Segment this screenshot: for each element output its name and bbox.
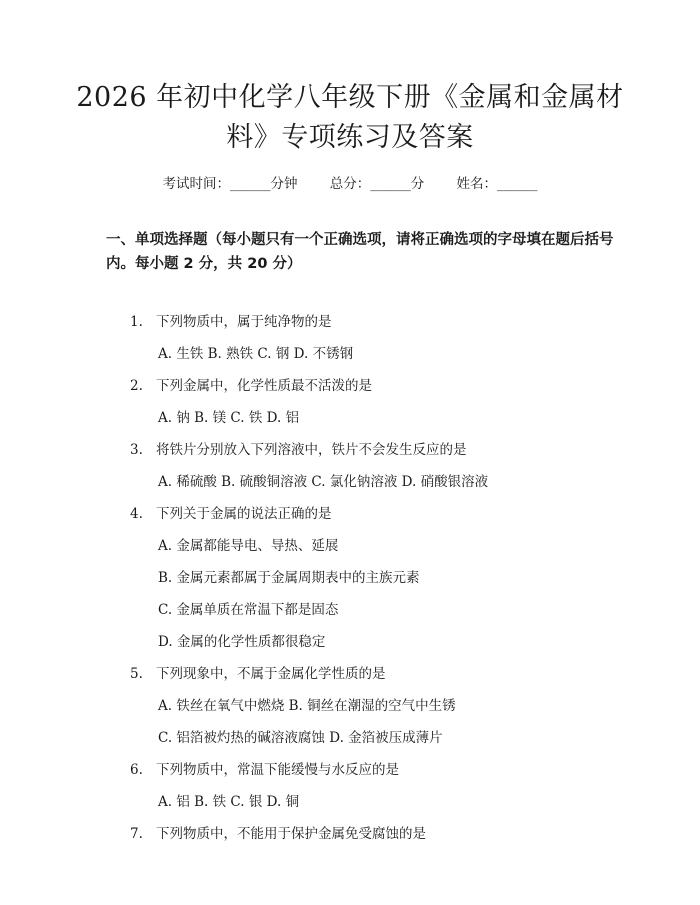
question-options: A. 生铁 B. 熟铁 C. 钢 D. 不锈钢	[158, 346, 354, 362]
question-text: 下列金属中，化学性质最不活泼的是	[156, 378, 372, 394]
question-stem	[130, 310, 332, 330]
question-stem	[130, 662, 386, 682]
question-number: 6.	[130, 762, 143, 778]
question-text: 下列现象中，不属于金属化学性质的是	[156, 666, 386, 682]
document-title	[70, 78, 630, 158]
student-name-field: 姓名：______	[456, 176, 538, 192]
question-options: C. 铝箔被灼热的碱溶液腐蚀 D. 金箔被压成薄片	[158, 730, 443, 746]
question-text: 将铁片分别放入下列溶液中，铁片不会发生反应的是	[156, 442, 467, 458]
exam-time-field: 考试时间：______分钟	[162, 176, 298, 192]
question-stem	[130, 758, 399, 778]
question-number: 3.	[130, 442, 143, 458]
question-text: 下列物质中，属于纯净物的是	[156, 314, 332, 330]
question-number: 1.	[130, 314, 143, 330]
question-text: 下列物质中，不能用于保护金属免受腐蚀的是	[156, 826, 426, 842]
total-score-field: 总分：______分	[329, 176, 425, 192]
question-stem	[130, 438, 467, 458]
question-number: 4.	[130, 506, 143, 522]
question-options: B. 金属元素都属于金属周期表中的主族元素	[158, 570, 420, 586]
question-options: A. 金属都能导电、导热、延展	[158, 538, 339, 554]
question-options: C. 金属单质在常温下都是固态	[158, 602, 339, 618]
question-text: 下列物质中，常温下能缓慢与水反应的是	[156, 762, 399, 778]
question-number: 5.	[130, 666, 143, 682]
exam-info-bar	[0, 172, 700, 192]
title-line-2: 料》专项练习及答案	[226, 122, 474, 153]
question-number: 2.	[130, 378, 143, 394]
question-stem	[130, 822, 426, 842]
section-heading: 一、单项选择题（每小题只有一个正确选项，请将正确选项的字母填在题后括号内。每小题 2 分，共 20 分）	[106, 232, 614, 272]
question-number: 7.	[130, 826, 143, 842]
title-line-1: 2026 年初中化学八年级下册《金属和金属材	[76, 82, 624, 113]
question-options: A. 钠 B. 镁 C. 铁 D. 铝	[158, 410, 300, 426]
question-options: A. 稀硫酸 B. 硫酸铜溶液 C. 氯化钠溶液 D. 硝酸银溶液	[158, 474, 489, 490]
question-options: A. 铁丝在氧气中燃烧 B. 铜丝在潮湿的空气中生锈	[158, 698, 456, 714]
question-stem	[130, 502, 332, 522]
question-text: 下列关于金属的说法正确的是	[156, 506, 332, 522]
question-options: A. 铝 B. 铁 C. 银 D. 铜	[158, 794, 300, 810]
question-options: D. 金属的化学性质都很稳定	[158, 634, 326, 650]
question-stem	[130, 374, 372, 394]
